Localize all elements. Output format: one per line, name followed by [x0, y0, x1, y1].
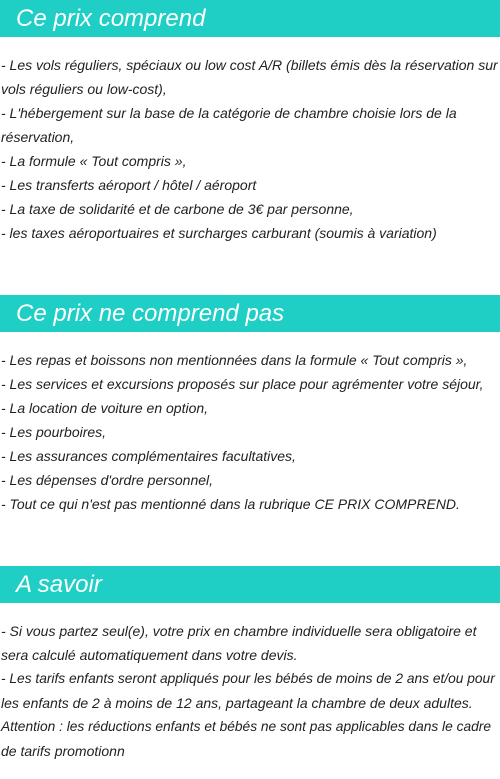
list-item: - Les tarifs enfants seront appliqués pour les bébés de moins de 2 ans et/ou pour — [1, 671, 495, 686]
list-item: - les taxes aéroportuaires et surcharges carburant (soumis à variation) — [1, 225, 437, 241]
list-item: réservation, — [1, 129, 75, 145]
list-item: de tarifs promotionn — [1, 743, 125, 759]
list-item: - Les assurances complémentaires facultatives, — [1, 448, 296, 464]
list-item: - La taxe de solidarité et de carbone de 3€ par personne, — [1, 201, 354, 217]
included-list — [1, 53, 499, 245]
list-item: - Les vols réguliers, spéciaux ou low cost A/R (billets émis dès la réservation sur — [1, 57, 498, 73]
list-item: - Les dépenses d'ordre personnel, — [1, 472, 214, 488]
list-item: - Les services et excursions proposés sur place pour agrémenter votre séjour, — [1, 376, 484, 392]
section-title: A savoir — [16, 571, 102, 598]
section-title: Ce prix comprend — [16, 5, 206, 32]
section-title: Ce prix ne comprend pas — [16, 300, 285, 327]
list-item: - Si vous partez seul(e), votre prix en chambre individuelle sera obligatoire et — [1, 623, 477, 639]
list-item: - La formule « Tout compris », — [1, 153, 187, 169]
list-item: sera calculé automatiquement dans votre devis. — [1, 647, 298, 663]
list-item: les enfants de 2 à moins de 12 ans, partageant la chambre de deux adultes. — [1, 695, 473, 711]
section-header-included — [0, 0, 500, 37]
not-included-list — [1, 348, 499, 516]
list-item: - La location de voiture en option, — [1, 400, 209, 416]
list-item: - Les transferts aéroport / hôtel / aéroport — [1, 177, 257, 193]
section-header-not-included — [0, 295, 500, 332]
list-item: - Tout ce qui n'est pas mentionné dans la rubrique CE PRIX COMPREND. — [1, 496, 460, 512]
section-header-good-to-know — [0, 566, 500, 603]
list-item: - L'hébergement sur la base de la catégorie de chambre choisie lors de la — [1, 105, 457, 121]
list-item: - Les pourboires, — [1, 424, 107, 440]
list-item: vols réguliers ou low-cost), — [1, 81, 167, 97]
list-item: Attention : les réductions enfants et bébés ne sont pas applicables dans le cadre — [1, 719, 491, 734]
list-item: - Les repas et boissons non mentionnées dans la formule « Tout compris », — [1, 352, 468, 368]
good-to-know-list — [1, 619, 499, 763]
